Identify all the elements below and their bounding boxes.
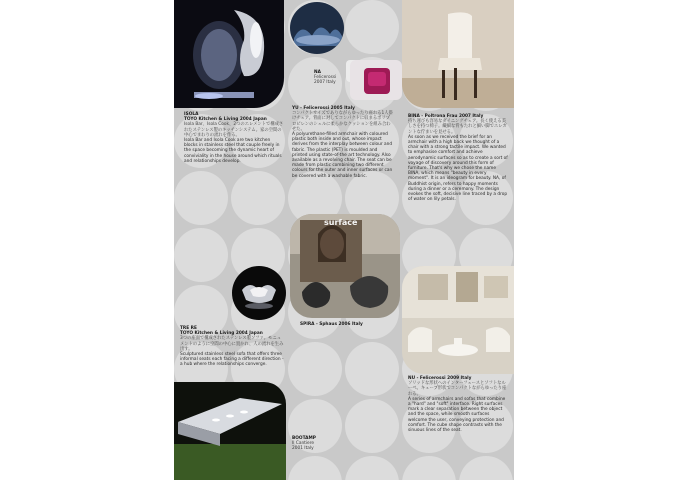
- na-year: 2007 Italy: [314, 80, 336, 86]
- trere-en-description: Sculptured stainless steel sofa that offers three informal seats each facing a different direction - a hub where the relationships converge.: [180, 352, 284, 368]
- spira-photo-text: surface: [324, 218, 358, 227]
- na-brand: Felicerossi: [314, 75, 337, 81]
- spira-caption: [300, 322, 400, 327]
- nu-title: NU - Felicerossi 2009 Italy: [408, 376, 472, 381]
- yu-jp-description: コンパクトサイズでありながらゆったり座れる1人掛けチェア。背面に対してコンパクトに収まるポリプロピレンのシェルに柔らかなクッションを組み合わせた。: [292, 111, 393, 132]
- nu-en-description: A series of armchairs and sofas that combine a "hard" and "soft" interface. Right surfaces mark a clear separation between the object and the space, while smooth surfaces welcome the user, conveying protection and comfort. The cube shape contrasts with the sinuous lines of the seat.: [408, 396, 506, 434]
- bootamp-year: 2001 Italy: [292, 446, 314, 452]
- bina-jp-description: 持ち運びも容易なダイニングチェア。長く使える美しさを持つ椅子。繊細な背もたれと細い脚でエレガントな佇まいを見せる。: [408, 119, 507, 135]
- trere-brand: TOYO Kitchen & Living 2004 Japan: [180, 331, 263, 337]
- spira-photo: [290, 214, 400, 318]
- trere-title: TRE RE: [180, 326, 197, 331]
- nu-caption: [408, 376, 508, 433]
- nu-photo: [402, 266, 514, 374]
- trere-caption: [180, 326, 284, 368]
- na-caption: [314, 70, 350, 86]
- bina-caption: [408, 114, 508, 202]
- yu-en-description: A polyurethane-filled armchair with coloured plastic both inside and out, whose impact derives from the interplay between colour and fabric. The plastic (PET) is moulded and printed using state-of-the art technology. Also available as a revolving chair. The seat can be made from plastic combining two different colours for the outer and inner surfaces or can be covered with a washable fabric.: [292, 132, 393, 179]
- bina-title: BINA - Poltrona Frau 2007 Italy: [408, 114, 484, 119]
- nu-jp-description: ソリッドな形状へのインターフェースとソフトなルーペ。キューブ形状でコンパクトながらゆったり座れる。: [408, 381, 507, 397]
- isola-brand: TOYO Kitchen & Living 2004 Japan: [184, 117, 267, 123]
- spira-title: SPIRA - Sphaus 2006 Italy: [300, 322, 363, 327]
- bina-en-description: As soon as we received the brief for an armchair with a high back we thought of a chair with a strong tactile impact. We wanted to emphasise comfort and achieve aerodynamic surfaces so as to create a sort of voyage of discovery around this form of furniture. That's why we chose the name BINA, which means "beauty in every moment". It is an ideogram for beauty. NA, of Buddhist origin, refers to happy moments during a dinner or a ceremony. The design evokes the soft, decisive line traced by a drop of water on lily petals.: [408, 134, 508, 203]
- bootamp-title: BOOTAMP: [292, 436, 316, 441]
- isola-caption: [184, 112, 284, 164]
- na-title: NA: [314, 70, 321, 75]
- bina-photo: [402, 0, 514, 108]
- yu-title: YU - Felicerossi 2005 Italy: [292, 106, 355, 111]
- na-photo-chair: [350, 60, 402, 100]
- bootamp-caption: [292, 436, 352, 452]
- trere-photo: [232, 266, 286, 320]
- isola-en-description: Isola Bar and Isola Cook are two kitchen blocks in stainless steel that couple freely in the space becoming the dynamic heart of conviviality in the house around which rituals and relationships develop.: [184, 138, 282, 164]
- isola-jp-description: Isola Bar、Isola Cook、2つのエレメントで構成されたステンレス製のキッチンシステム。家の空間の中心でまわりの流れを作る。: [184, 122, 284, 138]
- isola-photo: [174, 0, 284, 108]
- bootamp-brand: Il Cantiere: [292, 441, 315, 447]
- yu-caption: [292, 106, 394, 179]
- na-photo-top: [290, 2, 344, 54]
- bootamp-photo: [174, 382, 286, 480]
- catalog-page: [174, 0, 514, 480]
- isola-title: ISOLA: [184, 112, 199, 117]
- trere-jp-description: 3つの座面で構成されたステンレス製ソファ。モニュメントのように空間の中心に置かれ、人の流れを生み出す。: [180, 336, 284, 352]
